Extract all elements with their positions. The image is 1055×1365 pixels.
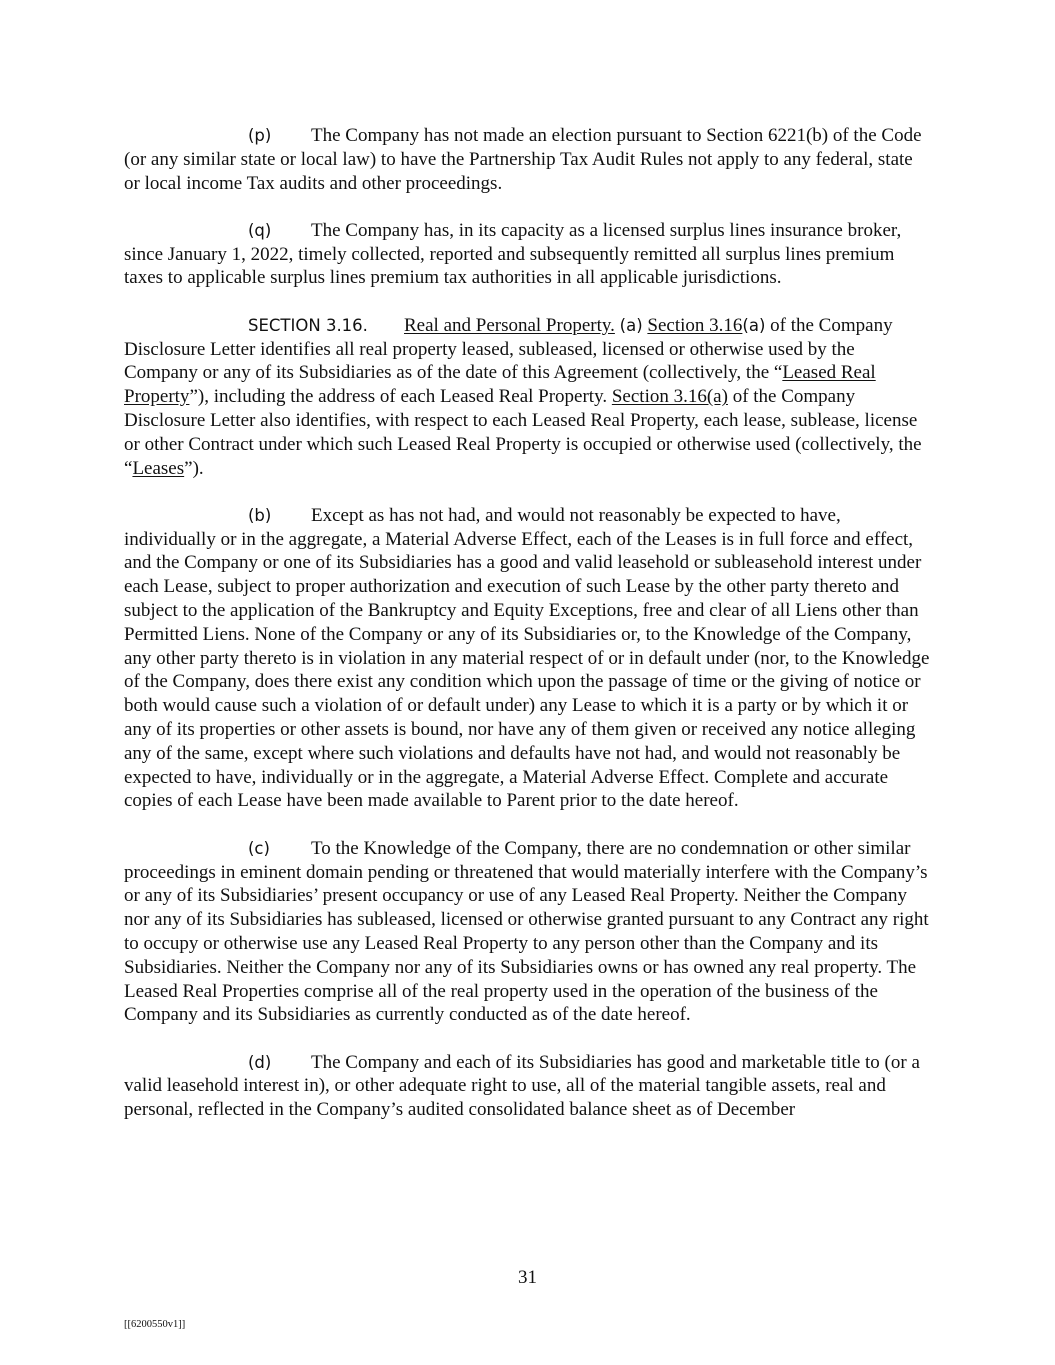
paragraph-text: ”), including the address of each Leased Real Property. [189, 386, 612, 408]
paragraph-text: of the Company Disclosure Letter identifies all real property leased, subleased, licensed or otherwise used by the Company or any of its Subsidiaries as of the date of this Agreement (collectively, the “ [124, 314, 893, 384]
paragraph-text: The Company has, in its capacity as a licensed surplus lines insurance broker, since January 1, 2022, timely collected, reported and subsequently remitted all surplus lines premium taxes to applicable surplus lines premium tax authorities in all applicable jurisdictions. [124, 219, 902, 289]
paragraph-text: The Company and each of its Subsidiaries has good and marketable title to (or a valid leasehold interest in), or other adequate right to use, all of the material tangible assets, real and personal, reflected in the Company’s audited consolidated balance sheet as of December [124, 1051, 920, 1121]
document-page [124, 124, 932, 1145]
paragraph-d [124, 1051, 932, 1122]
section-reference-suffix: (a) [742, 315, 766, 335]
defined-term: Leases [132, 457, 185, 479]
clause-label: (b) [248, 505, 272, 525]
clause-label: (q) [248, 220, 272, 240]
paragraph-text: of the Company Disclosure Letter also identifies, with respect to each Leased Real Property, each lease, sublease, license or other Contract under which such Leased Real Property is occupied or otherwise used (collectively, the “ [124, 386, 922, 479]
paragraph-text: Except as has not had, and would not reasonably be expected to have, individually or in the aggregate, a Material Adverse Effect, each of the Leases is in full force and effect, and the Company or one of its Subsidiaries has a good and valid leasehold or subleasehold interest under each Lease, subject to proper authorization and execution of such Lease by the other party thereto and subject to the application of the Bankruptcy and Equity Exceptions, free and clear of all Liens other than Permitted Liens. None of the Company or any of its Subsidiaries or, to the Knowledge of the Company, any other party thereto is in violation in any material respect of or in default under (nor, to the Knowledge of the Company, does there exist any condition which upon the passage of time or the giving of notice or both would cause such a violation of or default under) any Lease to which it is a party or by which it or any of its properties or other assets is bound, nor have any of them given or received any notice alleging any of the same, except where such violations and defaults have not had, and would not reasonably be expected to have, individually or in the aggregate, a Material Adverse Effect. Complete and accurate copies of each Lease have been made available to Parent prior to the date hereof. [124, 504, 930, 812]
paragraph-text: ”). [184, 457, 204, 479]
page-number: 31 [518, 1267, 537, 1288]
section-reference: Section 3.16(a) [611, 386, 728, 408]
paragraph-q [124, 219, 932, 290]
paragraph-text: The Company has not made an election pursuant to Section 6221(b) of the Code (or any similar state or local law) to have the Partnership Tax Audit Rules not apply to any federal, state or local income Tax audits and other proceedings. [124, 125, 922, 194]
section-number: SECTION 3.16. [248, 315, 368, 335]
paragraph-b [124, 504, 932, 813]
section-reference: Section 3.16 [647, 314, 743, 336]
document-id: [[6200550v1]] [124, 1319, 186, 1330]
paragraph-c [124, 837, 932, 1027]
clause-label: (c) [248, 838, 270, 858]
paragraph-text: To the Knowledge of the Company, there are no condemnation or other similar proceedings in eminent domain pending or threatened that would materially interfere with the Company’s or any of its Subsidiaries’ present occupancy or use of any Leased Real Property. Neither the Company nor any of its Subsidiaries has subleased, licensed or otherwise granted pursuant to any Contract any right to occupy or otherwise use any Leased Real Property to any person other than the Company and its Subsidiaries. Neither the Company nor any of its Subsidiaries owns or has owned any real property. The Leased Real Properties comprise all of the real property used in the operation of the business of the Company and its Subsidiaries as currently conducted as of the date hereof. [124, 837, 929, 1026]
section-heading: Real and Personal Property. [404, 314, 615, 336]
clause-label: (p) [248, 126, 272, 145]
clause-label: (a) [619, 315, 643, 335]
paragraph-p [124, 124, 932, 195]
defined-term: Leased Real Property [124, 362, 876, 408]
clause-label: (d) [248, 1052, 272, 1072]
section-3-16-paragraph [124, 314, 932, 481]
